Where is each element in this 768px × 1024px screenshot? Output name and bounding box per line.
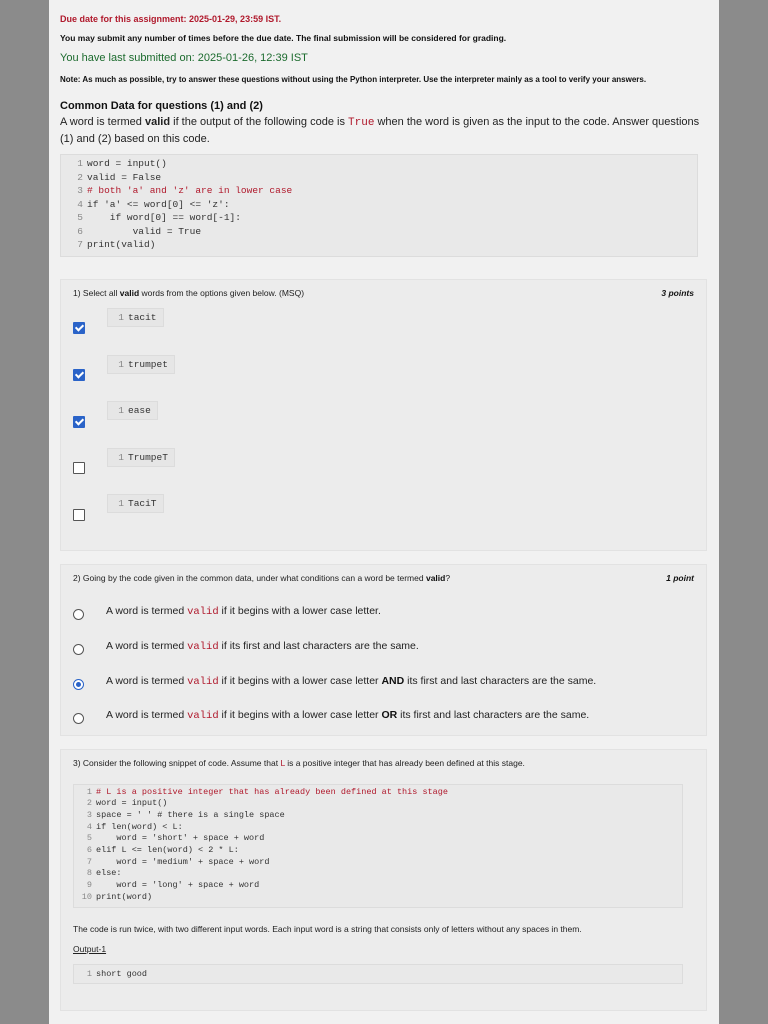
option-radio-selected[interactable]	[73, 679, 84, 690]
code-text: word = 'medium' + space + word	[96, 856, 270, 867]
question-2	[60, 564, 707, 736]
option-code	[107, 448, 175, 467]
option-prefix: A word is termed	[106, 604, 188, 617]
line-number: 9	[86, 880, 92, 891]
line-number: 6	[77, 225, 83, 237]
q1-head-bold: valid	[119, 287, 140, 298]
code-line	[78, 833, 682, 845]
common-data-description	[60, 114, 707, 147]
line-number: 1	[118, 404, 124, 416]
line-number: 1	[118, 311, 124, 323]
option-prefix: A word is termed	[106, 674, 188, 687]
option-rest: if it begins with a lower case letter	[218, 708, 382, 721]
option-word: trumpet	[128, 358, 168, 370]
question-1-points: 3 points	[661, 287, 694, 298]
code-line	[78, 868, 682, 880]
option-bold: OR	[381, 708, 398, 721]
option-valid-keyword: valid	[187, 640, 219, 653]
code-line	[69, 184, 697, 198]
option-bold: AND	[381, 674, 405, 687]
q1-head-part: 1) Select all	[73, 287, 120, 298]
code-line	[78, 810, 682, 822]
option-radio[interactable]	[73, 713, 84, 724]
submission-rule-text: You may submit any number of times before the due date. The final submission will be considered for grading.	[60, 33, 507, 43]
q3-head-part: 3) Consider the following snippet of code. Assume that	[73, 757, 281, 768]
option-valid-keyword: valid	[187, 605, 219, 618]
common-data-title: Common Data for questions (1) and (2)	[60, 100, 263, 112]
common-text-part: if the output of the following code is	[170, 116, 349, 128]
code-text: if len(word) < L:	[96, 821, 183, 832]
option-checkbox[interactable]	[73, 369, 85, 381]
assignment-page	[49, 0, 719, 1024]
option-code	[107, 401, 158, 420]
code-line	[78, 857, 682, 869]
common-data-section	[60, 100, 707, 257]
line-number: 4	[77, 198, 83, 210]
output-1-code-block	[73, 964, 683, 984]
q2-head-part: 2) Going by the code given in the common data, under what conditions can a word be termed	[73, 572, 426, 583]
option-radio[interactable]	[73, 644, 84, 655]
code-line	[78, 845, 682, 857]
code-text: word = 'short' + space + word	[96, 833, 265, 844]
code-text: # both 'a' and 'z' are in lower case	[87, 185, 293, 196]
option-valid-keyword: valid	[187, 709, 219, 722]
line-number: 1	[118, 358, 124, 370]
option-tail: its first and last characters are the same.	[404, 674, 597, 687]
option-valid-keyword: valid	[187, 675, 219, 688]
code-text: valid = True	[87, 225, 202, 237]
common-code-block	[60, 154, 698, 257]
q2-head-bold: valid	[425, 572, 446, 583]
code-line	[69, 171, 697, 185]
question-3-text	[73, 758, 525, 768]
code-text: print(word)	[96, 891, 153, 902]
option-rest: if its first and last characters are the same.	[218, 639, 419, 652]
line-number: 1	[118, 497, 124, 509]
common-text-true: True	[348, 117, 375, 129]
assignment-header	[49, 0, 719, 84]
code-line	[69, 238, 697, 252]
line-number: 3	[77, 185, 83, 196]
line-number: 6	[86, 845, 92, 856]
option-code	[107, 308, 164, 327]
line-number: 7	[77, 239, 83, 250]
line-number: 8	[86, 868, 92, 879]
code-line	[69, 198, 697, 212]
line-number: 10	[81, 891, 92, 902]
option-checkbox[interactable]	[73, 322, 85, 334]
question-1-text	[73, 288, 304, 298]
option-prefix: A word is termed	[106, 708, 188, 721]
code-line	[78, 798, 682, 810]
q3-head-var: L	[280, 757, 285, 768]
code-text: valid = False	[87, 171, 162, 183]
question-2-text	[73, 573, 450, 583]
line-number: 1	[86, 968, 92, 979]
option-text	[106, 675, 596, 688]
code-text: word = input()	[87, 158, 167, 169]
code-text: if 'a' <= word[0] <= 'z':	[87, 198, 230, 210]
code-line	[78, 880, 682, 892]
code-text: word = 'long' + space + word	[96, 880, 260, 891]
option-checkbox[interactable]	[73, 462, 85, 474]
option-text	[106, 640, 419, 653]
code-text: # L is a positive integer that has already been defined at this stage	[96, 786, 448, 797]
option-word: tacit	[128, 311, 157, 323]
common-text-valid: valid	[144, 116, 171, 128]
line-number: 7	[86, 856, 92, 867]
code-line	[78, 892, 682, 904]
code-line	[69, 225, 697, 239]
q2-head-part: ?	[445, 572, 451, 583]
question-3-description: The code is run twice, with two different input words. Each input word is a string that consists only of letters without any spaces in them.	[73, 923, 582, 934]
question-1	[60, 279, 707, 551]
code-text: else:	[96, 868, 122, 879]
option-word: ease	[128, 404, 151, 416]
option-tail: its first and last characters are the same.	[397, 708, 590, 721]
option-word: TaciT	[128, 497, 157, 509]
option-text	[106, 709, 589, 722]
code-line	[69, 211, 697, 225]
q3-head-part: is a positive integer that has already been defined at this stage.	[284, 757, 525, 768]
code-text: short good	[96, 968, 148, 979]
question-3-code-block	[73, 784, 683, 908]
code-line	[78, 787, 682, 799]
code-text: if word[0] == word[-1]:	[87, 212, 241, 223]
last-submitted-text: You have last submitted on: 2025-01-26, 12:39 IST	[60, 52, 308, 64]
code-text: word = input()	[96, 798, 168, 809]
option-rest: if it begins with a lower case letter.	[218, 604, 381, 617]
line-number: 5	[86, 833, 92, 844]
code-line	[78, 822, 682, 834]
code-text: space = ' ' # there is a single space	[96, 809, 285, 820]
option-checkbox[interactable]	[73, 509, 85, 521]
option-code	[107, 494, 164, 513]
line-number: 1	[86, 786, 92, 797]
line-number: 5	[77, 212, 83, 223]
option-radio[interactable]	[73, 609, 84, 620]
code-text: print(valid)	[87, 239, 156, 250]
question-2-points: 1 point	[666, 572, 694, 583]
option-prefix: A word is termed	[106, 639, 188, 652]
line-number: 1	[118, 451, 124, 463]
option-code	[107, 355, 175, 374]
option-rest: if it begins with a lower case letter	[218, 674, 382, 687]
output-1-label: Output-1	[73, 943, 107, 954]
due-date-text: Due date for this assignment: 2025-01-29, 23:59 IST.	[60, 14, 282, 24]
line-number: 2	[77, 171, 83, 183]
option-checkbox[interactable]	[73, 416, 85, 428]
line-number: 1	[77, 158, 83, 169]
code-line	[69, 157, 697, 171]
note-text: Note: As much as possible, try to answer these questions without using the Python interpreter. Use the interpreter mainly as a tool to verify your answers.	[60, 75, 647, 84]
common-text-part: A word is termed	[60, 116, 145, 128]
q1-head-part: words from the options given below. (MSQ)	[139, 287, 305, 298]
common-text-part: when the word is given as the input to the code. Answer questions (1) and (2) based on this code.	[60, 116, 700, 145]
question-3	[60, 749, 707, 1011]
option-word: TrumpeT	[128, 451, 168, 463]
option-text	[106, 605, 381, 618]
code-text: elif L <= len(word) < 2 * L:	[96, 845, 239, 856]
line-number: 2	[86, 798, 92, 809]
line-number: 3	[86, 809, 92, 820]
line-number: 4	[86, 821, 92, 832]
